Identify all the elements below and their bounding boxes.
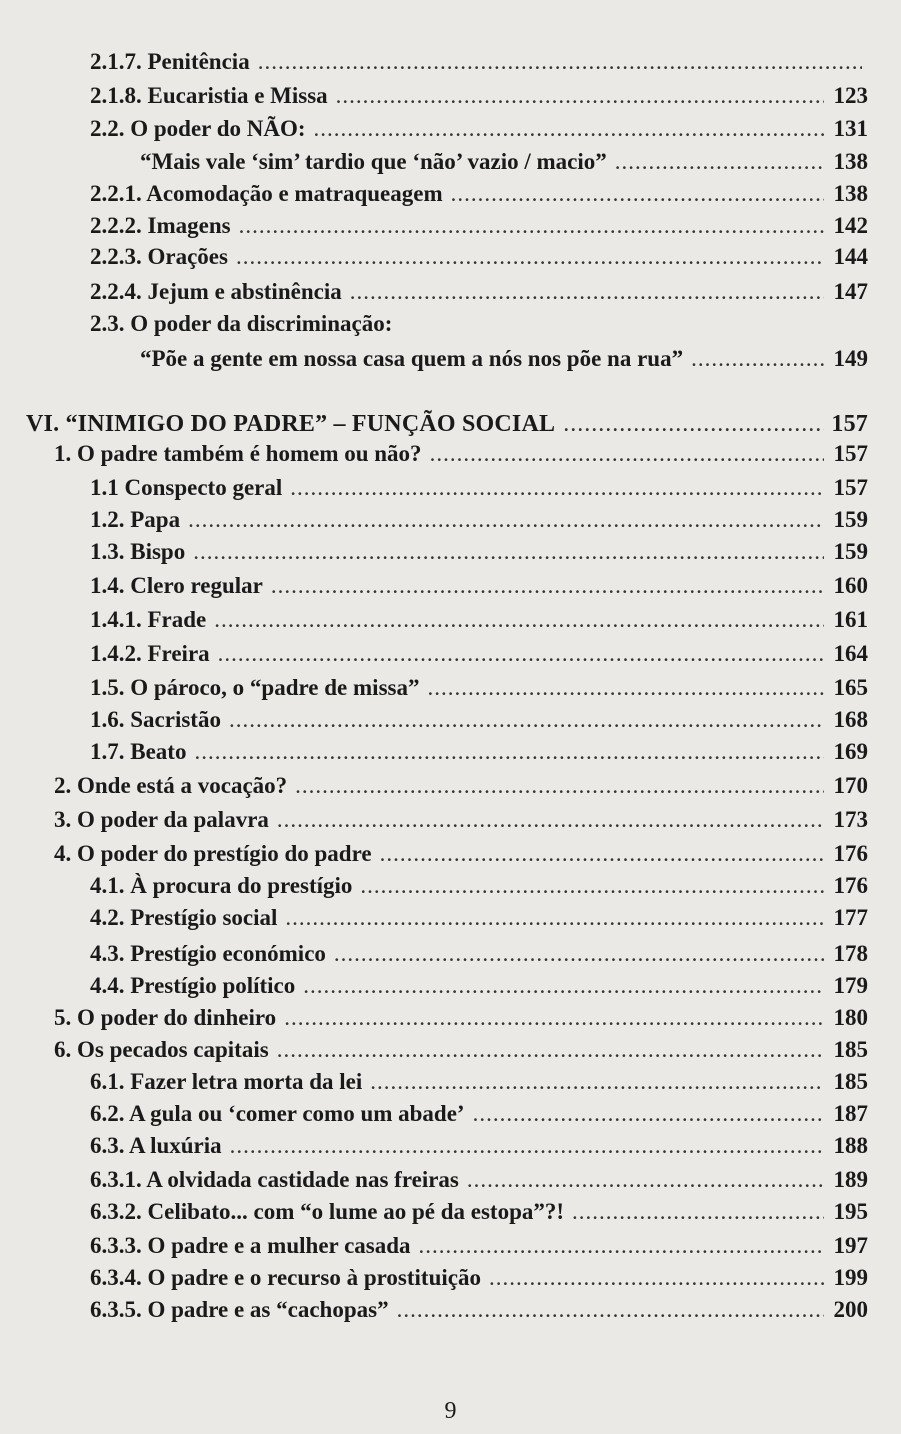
dot-leader (451, 180, 824, 208)
toc-entry-page-number: 164 (833, 641, 868, 666)
toc-entry-title: 4.2. Prestígio social (90, 905, 278, 930)
dot-leader (258, 48, 862, 76)
toc-entry (140, 148, 868, 176)
dot-leader (277, 806, 824, 834)
toc-entry-page-number: 138 (833, 149, 868, 174)
toc-entry (90, 1232, 868, 1260)
toc-entry-page-number: 157 (833, 475, 868, 500)
dot-leader (229, 706, 824, 734)
toc-entry-page-number: 123 (833, 83, 868, 108)
toc-entry-page-number: 200 (833, 1297, 868, 1322)
dot-leader (295, 772, 824, 800)
toc-entry-page-number: 138 (833, 181, 868, 206)
toc-entry (90, 278, 868, 306)
toc-entry-page-number: 180 (833, 1005, 868, 1030)
toc-entry-title: 4. O poder do prestígio do padre (54, 841, 372, 866)
toc-entry-page-number: 157 (833, 441, 868, 466)
dot-leader (314, 115, 824, 143)
toc-entry (54, 1004, 868, 1032)
toc-entry-page-number: 168 (833, 707, 868, 732)
dot-leader (380, 840, 824, 868)
page-number: 9 (444, 1398, 457, 1424)
dot-leader (188, 506, 824, 534)
toc-entry-title: 6.3.4. O padre e o recurso à prostituição (90, 1265, 481, 1290)
toc-entry (90, 243, 868, 271)
toc-entry-title: 1.2. Papa (90, 507, 181, 532)
toc-entry-page-number: 131 (833, 116, 868, 141)
toc-entry-title: 1.7. Beato (90, 739, 187, 764)
toc-entry-page-number: 178 (833, 941, 868, 966)
toc-entry-title: 4.3. Prestígio económico (90, 941, 326, 966)
toc-entry (90, 538, 868, 566)
dot-leader (691, 345, 824, 373)
dot-leader (290, 474, 824, 502)
toc-entry-page-number: 157 (831, 411, 868, 437)
toc-entry (90, 212, 868, 240)
dot-leader (277, 1036, 824, 1064)
dot-leader (489, 1264, 824, 1292)
dot-leader (419, 1232, 824, 1260)
toc-entry-title: “Põe a gente em nossa casa quem a nós nos põe na rua” (140, 346, 684, 371)
toc-entry-title: VI. “INIMIGO DO PADRE” – FUNÇÃO SOCIAL (26, 411, 556, 437)
toc-entry-title: 1.5. O pároco, o “padre de missa” (90, 675, 420, 700)
toc-entry (54, 806, 868, 834)
toc-entry (90, 474, 868, 502)
toc-entry-title: 2. Onde está a vocação? (54, 773, 288, 798)
toc-entry-page-number: 170 (833, 773, 868, 798)
toc-entry-title: 2.2.4. Jejum e abstinência (90, 279, 342, 304)
toc-entry (54, 840, 868, 868)
toc-entry-title: 6.3.5. O padre e as “cachopas” (90, 1297, 389, 1322)
toc-entry-title: 1.4. Clero regular (90, 573, 263, 598)
toc-entry-title: 2.1.7. Penitência (90, 49, 250, 74)
dot-leader (360, 872, 824, 900)
dot-leader (467, 1166, 824, 1194)
dot-leader (430, 440, 824, 468)
dot-leader (230, 1132, 824, 1160)
toc-entry-title: 1.4.1. Frade (90, 607, 207, 632)
dot-leader (214, 606, 824, 634)
toc-entry (140, 345, 868, 373)
toc-entry-title: 1. O padre também é homem ou não? (54, 441, 422, 466)
toc-entry (90, 1100, 868, 1128)
toc-entry-title: 2.3. O poder da discriminação: (90, 311, 393, 336)
toc-entry (90, 506, 868, 534)
toc-entry (90, 972, 868, 1000)
toc-entry-page-number: 189 (833, 1167, 868, 1192)
dot-leader (473, 1100, 824, 1128)
toc-entry-page-number: 147 (833, 279, 868, 304)
toc-section-heading (26, 410, 868, 438)
dot-leader (284, 1004, 824, 1032)
dot-leader (239, 212, 824, 240)
toc-entry-page-number: 161 (833, 607, 868, 632)
toc-entry-page-number: 176 (833, 873, 868, 898)
toc-entry (90, 640, 868, 668)
toc-entry (90, 872, 868, 900)
toc-entry-title: 6.3.2. Celibato... com “o lume ao pé da estopa”?! (90, 1199, 565, 1224)
toc-entry (90, 1068, 868, 1096)
dot-leader (271, 572, 824, 600)
toc-entry-title: 2.2. O poder do NÃO: (90, 116, 306, 141)
toc-entry-page-number: 185 (833, 1069, 868, 1094)
toc-entry-page-number: 199 (833, 1265, 868, 1290)
toc-entry-title: 2.2.3. Orações (90, 244, 228, 269)
toc-entry (90, 48, 868, 76)
dot-leader (334, 940, 824, 968)
dot-leader (303, 972, 824, 1000)
toc-entry-title: 6.3.1. A olvidada castidade nas freiras (90, 1167, 459, 1192)
toc-entry-page-number: 197 (833, 1233, 868, 1258)
toc-entry-title: 6.3.3. O padre e a mulher casada (90, 1233, 411, 1258)
toc-entry-page-number: 187 (833, 1101, 868, 1126)
toc-entry-page-number: 159 (833, 539, 868, 564)
toc-entry-page-number: 176 (833, 841, 868, 866)
toc-entry-page-number: 173 (833, 807, 868, 832)
toc-entry-title: 6.3. A luxúria (90, 1133, 222, 1158)
toc-entry (90, 115, 868, 143)
toc-entry (90, 1166, 868, 1194)
toc-entry-title: 6.2. A gula ou ‘comer como um abade’ (90, 1101, 465, 1126)
dot-leader (350, 278, 824, 306)
dot-leader (236, 243, 824, 271)
toc-entry-title: 6. Os pecados capitais (54, 1037, 269, 1062)
dot-leader (193, 538, 824, 566)
toc-entry (90, 1198, 868, 1226)
dot-leader (397, 1296, 824, 1324)
toc-entry (90, 940, 868, 968)
toc-entry (90, 738, 868, 766)
toc-entry-page-number: 144 (833, 244, 868, 269)
toc-entry (90, 706, 868, 734)
dot-leader (615, 148, 824, 176)
dot-leader (572, 1198, 824, 1226)
toc-entry-title: 3. O poder da palavra (54, 807, 269, 832)
toc-entry (90, 310, 868, 338)
toc-entry-title: 1.4.2. Freira (90, 641, 210, 666)
dot-leader (336, 82, 824, 110)
toc-entry (90, 904, 868, 932)
dot-leader (563, 410, 824, 438)
toc-entry-page-number: 142 (833, 213, 868, 238)
toc-entry (90, 1264, 868, 1292)
toc-entry-page-number: 195 (833, 1199, 868, 1224)
toc-entry (90, 82, 868, 110)
dot-leader (194, 738, 824, 766)
toc-entry-page-number: 188 (833, 1133, 868, 1158)
toc-entry-page-number: 159 (833, 507, 868, 532)
toc-entry-title: 1.6. Sacristão (90, 707, 221, 732)
toc-entry (90, 1132, 868, 1160)
toc-entry-page-number: 160 (833, 573, 868, 598)
toc-entry (54, 772, 868, 800)
dot-leader (218, 640, 824, 668)
toc-entry (90, 674, 868, 702)
toc-entry (90, 1296, 868, 1324)
toc-entry (54, 1036, 868, 1064)
toc-entry-title: 5. O poder do dinheiro (54, 1005, 277, 1030)
dot-leader (370, 1068, 824, 1096)
toc-entry-title: 4.4. Prestígio político (90, 973, 296, 998)
toc-entry-page-number: 149 (833, 346, 868, 371)
dot-leader (285, 904, 824, 932)
toc-entry-page-number: 177 (833, 905, 868, 930)
toc-entry-title: 2.2.1. Acomodação e matraqueagem (90, 181, 443, 206)
toc-entry-title: 6.1. Fazer letra morta da lei (90, 1069, 363, 1094)
toc-entry-page-number: 185 (833, 1037, 868, 1062)
toc-entry-page-number: 165 (833, 675, 868, 700)
toc-entry-page-number: 169 (833, 739, 868, 764)
toc-entry-title: 1.3. Bispo (90, 539, 186, 564)
toc-entry-title: 4.1. À procura do prestígio (90, 873, 353, 898)
toc-entry-title: “Mais vale ‘sim’ tardio que ‘não’ vazio / macio” (140, 149, 607, 174)
toc-entry (90, 572, 868, 600)
toc-entry (90, 180, 868, 208)
toc-entry (90, 606, 868, 634)
dot-leader (427, 674, 824, 702)
toc-entry-title: 2.1.8. Eucaristia e Missa (90, 83, 328, 108)
toc-entry-title: 1.1 Conspecto geral (90, 475, 283, 500)
toc-entry (54, 440, 868, 468)
toc-entry-page-number: 179 (833, 973, 868, 998)
toc-entry-title: 2.2.2. Imagens (90, 213, 231, 238)
